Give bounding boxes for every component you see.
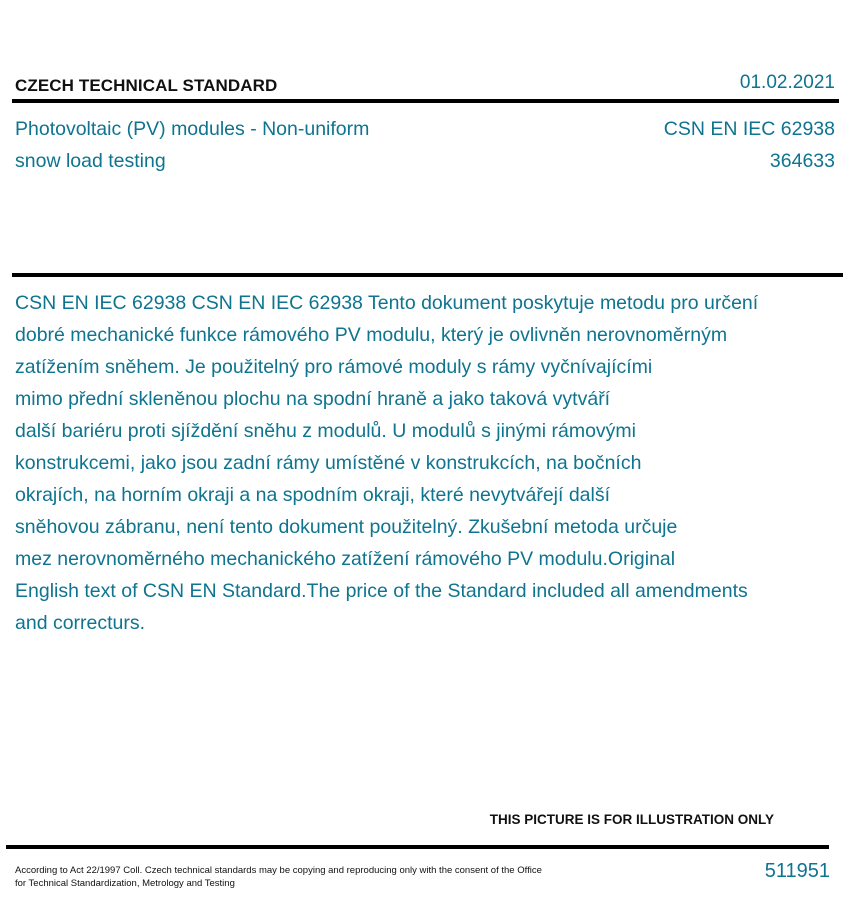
footer-legal-line: According to Act 22/1997 Coll. Czech technical standards may be copying and reproducing only with the consent of the Office xyxy=(15,865,542,876)
illustration-note: THIS PICTURE IS FOR ILLUSTRATION ONLY xyxy=(489,812,774,827)
footer-divider xyxy=(6,845,829,849)
abstract-text xyxy=(15,287,855,639)
footer-legal-note xyxy=(15,864,615,890)
abstract-line: mimo přední skleněnou plochu na spodní hraně a jako taková vytváří xyxy=(15,388,611,410)
abstract-line: mez nerovnoměrného mechanického zatížení rámového PV modulu.Original xyxy=(15,548,676,570)
document-title xyxy=(15,113,475,177)
abstract-line: další bariéru proti sjíždění sněhu z modulů. U modulů s jinými rámovými xyxy=(15,420,637,442)
header-divider xyxy=(12,99,839,103)
abstract-line: okrajích, na horním okraji a na spodním okraji, které nevytvářejí další xyxy=(15,484,611,506)
section-divider xyxy=(12,273,843,277)
abstract-line: zatížením sněhem. Je použitelný pro rámové moduly s rámy vyčnívajícími xyxy=(15,356,653,378)
standard-identifiers xyxy=(664,113,835,177)
abstract-line: sněhovou zábranu, není tento dokument použitelný. Zkušební metoda určuje xyxy=(15,516,678,538)
abstract-line: konstrukcemi, jako jsou zadní rámy umístěné v konstrukcích, na bočních xyxy=(15,452,642,474)
abstract-line: English text of CSN EN Standard.The price of the Standard included all amendments xyxy=(15,580,748,602)
abstract-line: and correcturs. xyxy=(15,612,146,634)
abstract-line: dobré mechanické funkce rámového PV modulu, který je ovlivněn nerovnoměrným xyxy=(15,324,728,346)
standard-number: CSN EN IEC 62938 xyxy=(663,118,835,140)
header-date: 01.02.2021 xyxy=(739,72,835,93)
document-title-line: snow load testing xyxy=(15,150,166,172)
catalog-number: 364633 xyxy=(769,150,835,172)
document-title-line: Photovoltaic (PV) modules - Non-uniform xyxy=(15,118,370,140)
header-title: CZECH TECHNICAL STANDARD xyxy=(15,76,278,95)
abstract-line: CSN EN IEC 62938 CSN EN IEC 62938 Tento dokument poskytuje metodu pro určení xyxy=(15,292,759,314)
footer-legal-line: for Technical Standardization, Metrology and Testing xyxy=(15,878,235,889)
footer-code: 511951 xyxy=(764,860,830,882)
